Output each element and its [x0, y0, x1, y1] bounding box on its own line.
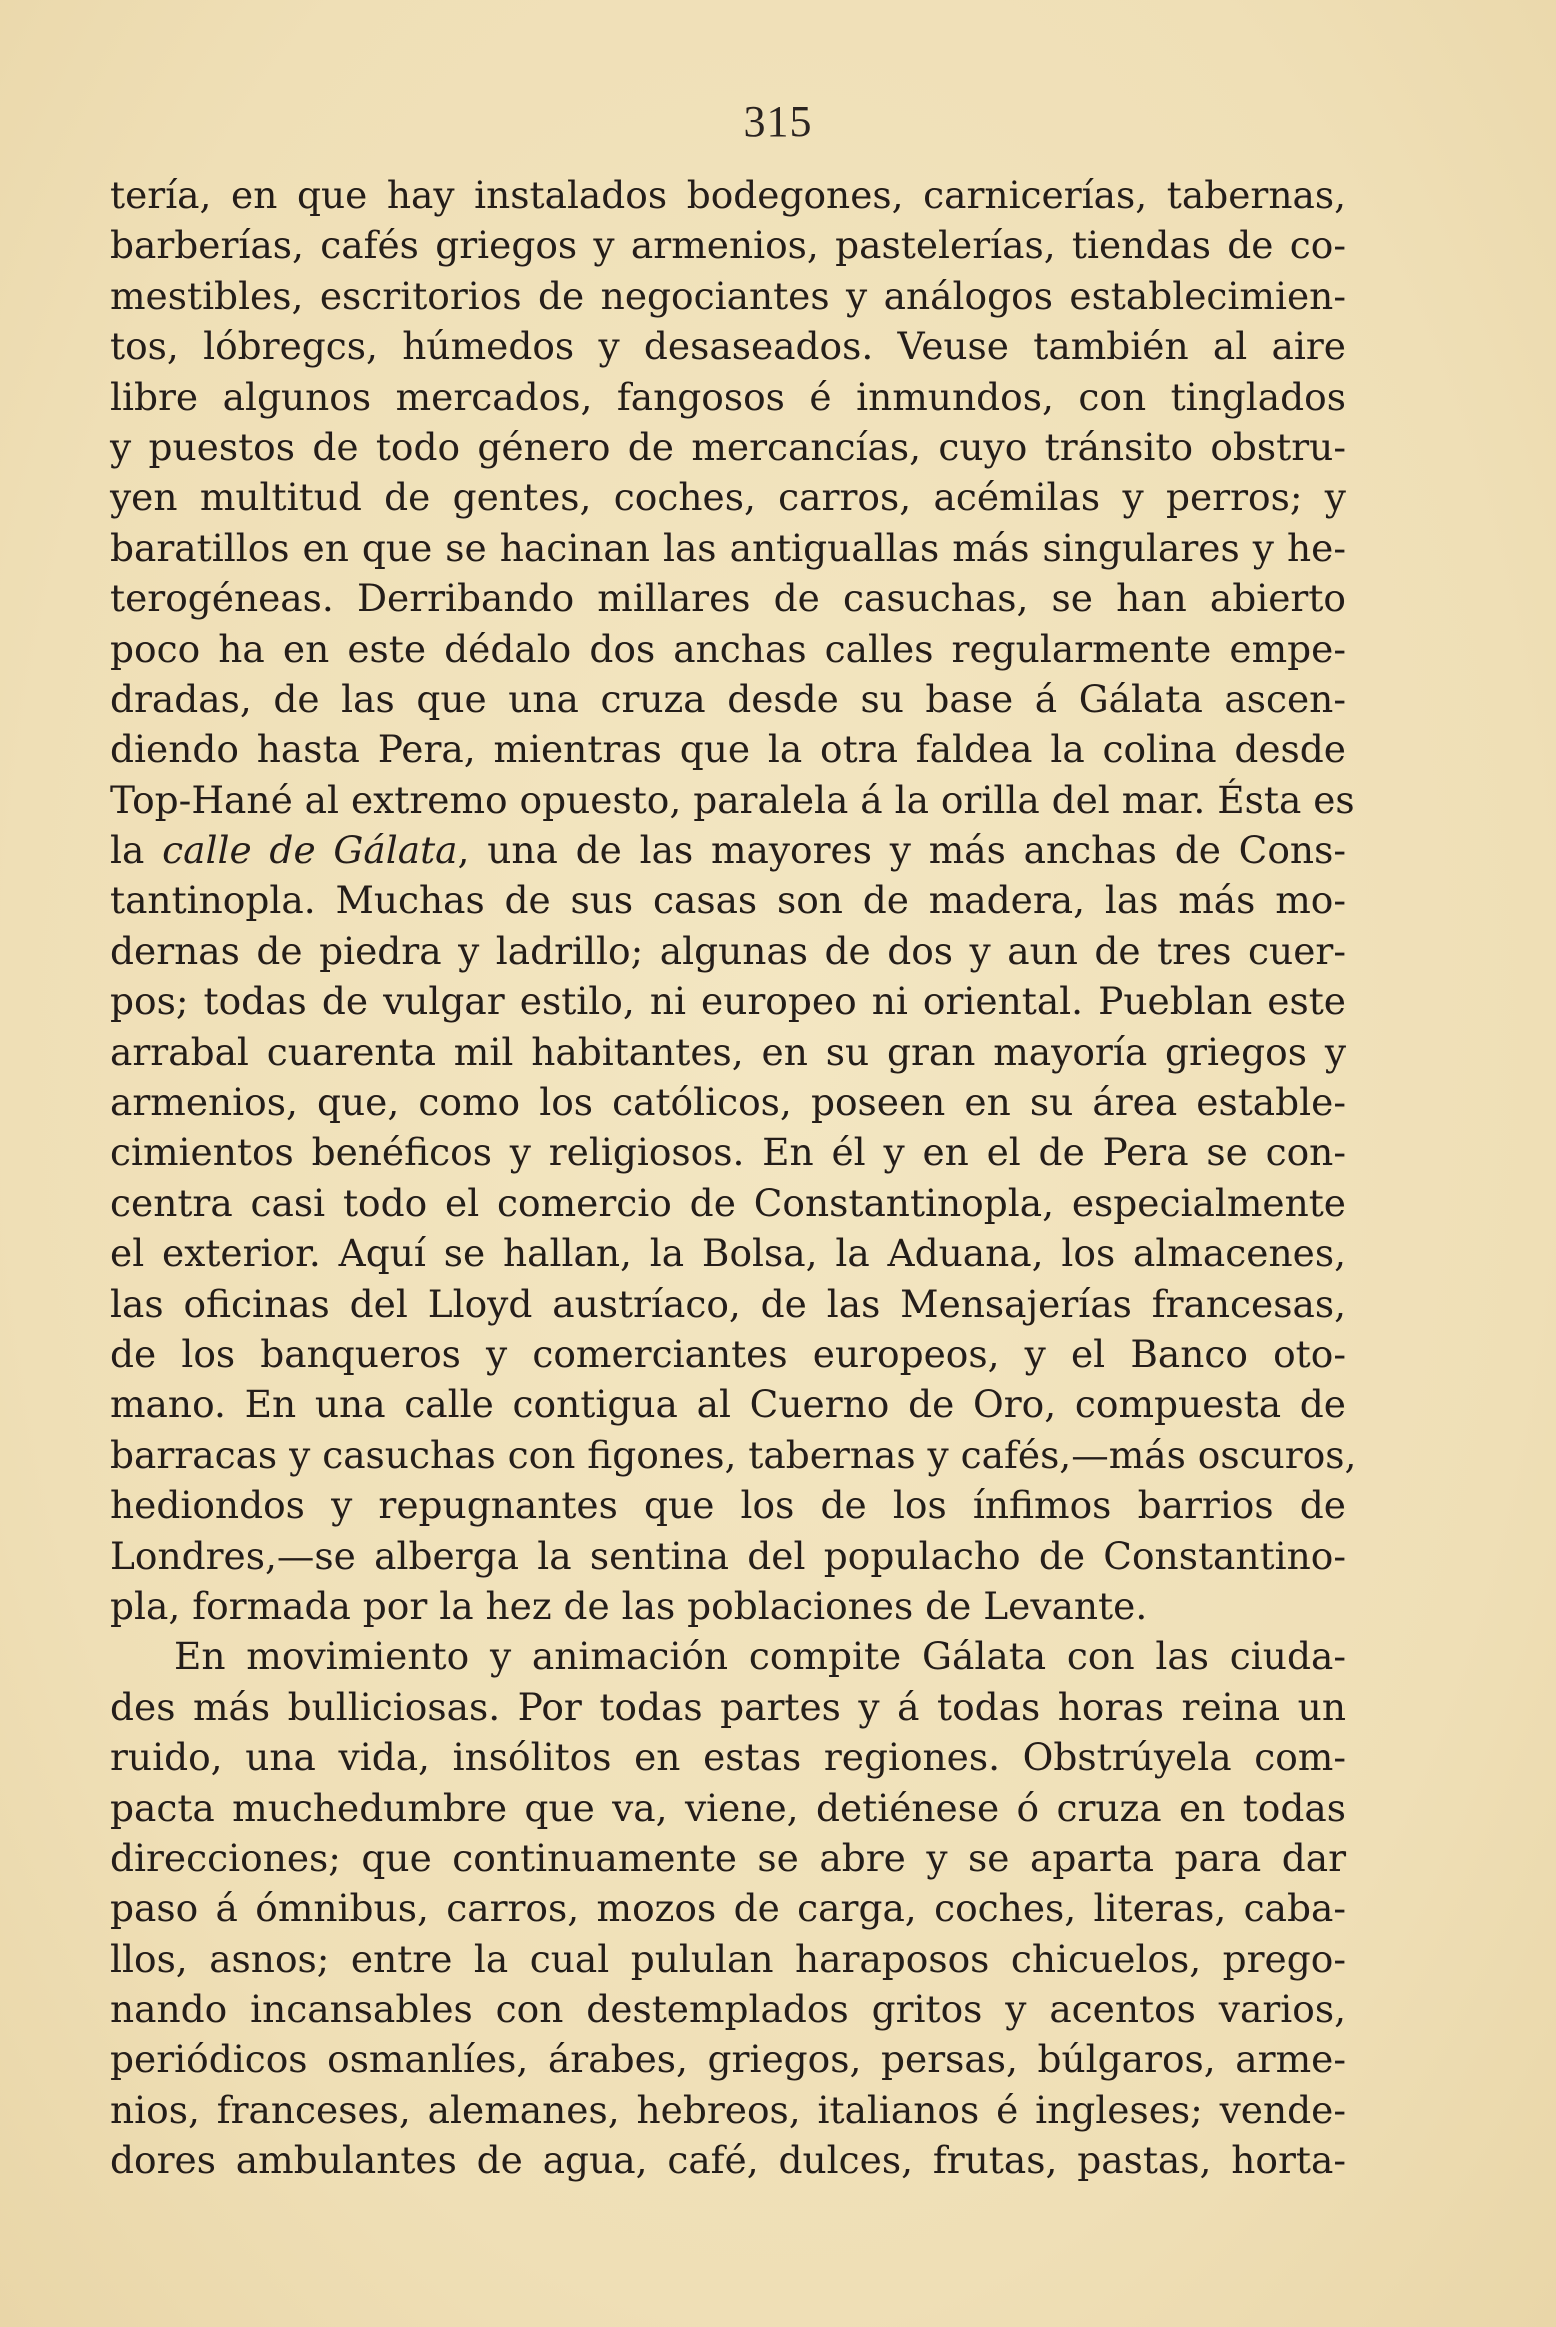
- text-line: Top-Hané al extremo opuesto, paralela á la orilla del mar. Ésta es: [110, 777, 1355, 822]
- text-line: libre algunos mercados, fangosos é inmundos, con tinglados: [110, 374, 1346, 419]
- text-line: baratillos en que se hacinan las antiguallas más singulares y he-: [110, 525, 1346, 570]
- text-line: hediondos y repugnantes que los de los ínfimos barrios de: [110, 1483, 1346, 1528]
- text-line: tantinopla. Muchas de sus casas son de madera, las más mo-: [110, 878, 1346, 923]
- text-line: y puestos de todo género de mercancías, cuyo tránsito obstru-: [110, 424, 1346, 469]
- text-line: nando incansables con destemplados gritos y acentos varios,: [110, 1987, 1346, 2032]
- text-line: poco ha en este dédalo dos anchas calles regularmente empe-: [110, 626, 1346, 671]
- body-text: [110, 170, 1357, 2186]
- text-line: armenios, que, como los católicos, poseen en su área estable-: [110, 1080, 1346, 1125]
- text-line: dradas, de las que una cruza desde su base á Gálata ascen-: [110, 676, 1346, 721]
- text-line: [110, 825, 1346, 875]
- text-line: periódicos osmanlíes, árabes, griegos, persas, búlgaros, arme-: [110, 2037, 1346, 2082]
- text-line: paso á ómnibus, carros, mozos de carga, coches, literas, caba-: [110, 1886, 1346, 1931]
- text-segment: la: [110, 828, 163, 873]
- text-line: terogéneas. Derribando millares de casuchas, se han abierto: [110, 576, 1346, 621]
- text-line: arrabal cuarenta mil habitantes, en su gran mayoría griegos y: [110, 1029, 1346, 1074]
- text-line: ruido, una vida, insólitos en estas regiones. Obstrúyela com-: [110, 1735, 1346, 1780]
- text-line: mestibles, escritorios de negociantes y análogos establecimien-: [110, 273, 1346, 318]
- text-line: las oficinas del Lloyd austríaco, de las Mensajerías francesas,: [110, 1281, 1346, 1326]
- text-line: el exterior. Aquí se hallan, la Bolsa, la Aduana, los almacenes,: [110, 1231, 1346, 1276]
- text-line: pla, formada por la hez de las poblaciones de Levante.: [110, 1583, 1148, 1628]
- page-number: 315: [743, 97, 813, 146]
- text-line: dores ambulantes de agua, café, dulces, frutas, pastas, horta-: [110, 2138, 1346, 2183]
- text-line: mano. En una calle contigua al Cuerno de Oro, compuesta de: [110, 1382, 1346, 1427]
- text-line: direcciones; que continuamente se abre y se aparta para dar: [110, 1835, 1346, 1880]
- text-segment: , una de las mayores y más anchas de Cons-: [457, 828, 1346, 873]
- text-line: barracas y casuchas con figones, tabernas y cafés,—más oscuros,: [110, 1432, 1357, 1477]
- text-line: Londres,—se alberga la sentina del populacho de Constantino-: [110, 1533, 1346, 1578]
- text-line: nios, franceses, alemanes, hebreos, italianos é ingleses; vende-: [110, 2087, 1346, 2132]
- italic-street-name: calle de Gálata: [162, 828, 458, 873]
- text-line: diendo hasta Pera, mientras que la otra faldea la colina desde: [110, 727, 1346, 772]
- text-line: tos, lóbregcs, húmedos y desaseados. Veuse también al aire: [110, 324, 1346, 369]
- text-line: barberías, cafés griegos y armenios, pastelerías, tiendas de co-: [110, 223, 1346, 268]
- text-line: En movimiento y animación compite Gálata con las ciuda-: [174, 1634, 1346, 1679]
- text-line: pacta muchedumbre que va, viene, detiénese ó cruza en todas: [110, 1785, 1346, 1830]
- text-line: dernas de piedra y ladrillo; algunas de dos y aun de tres cuer-: [110, 928, 1346, 973]
- text-line: yen multitud de gentes, coches, carros, acémilas y perros; y: [110, 475, 1346, 520]
- text-line: llos, asnos; entre la cual pululan haraposos chicuelos, prego-: [110, 1936, 1346, 1981]
- text-line: de los banqueros y comerciantes europeos, y el Banco oto-: [110, 1331, 1346, 1376]
- text-line: cimientos benéficos y religiosos. En él y en el de Pera se con-: [110, 1130, 1346, 1175]
- text-line: tería, en que hay instalados bodegones, carnicerías, tabernas,: [110, 173, 1346, 217]
- text-line: pos; todas de vulgar estilo, ni europeo ni oriental. Pueblan este: [110, 979, 1346, 1024]
- text-line: des más bulliciosas. Por todas partes y á todas horas reina un: [110, 1684, 1346, 1729]
- text-line: centra casi todo el comercio de Constantinopla, especialmente: [110, 1180, 1346, 1225]
